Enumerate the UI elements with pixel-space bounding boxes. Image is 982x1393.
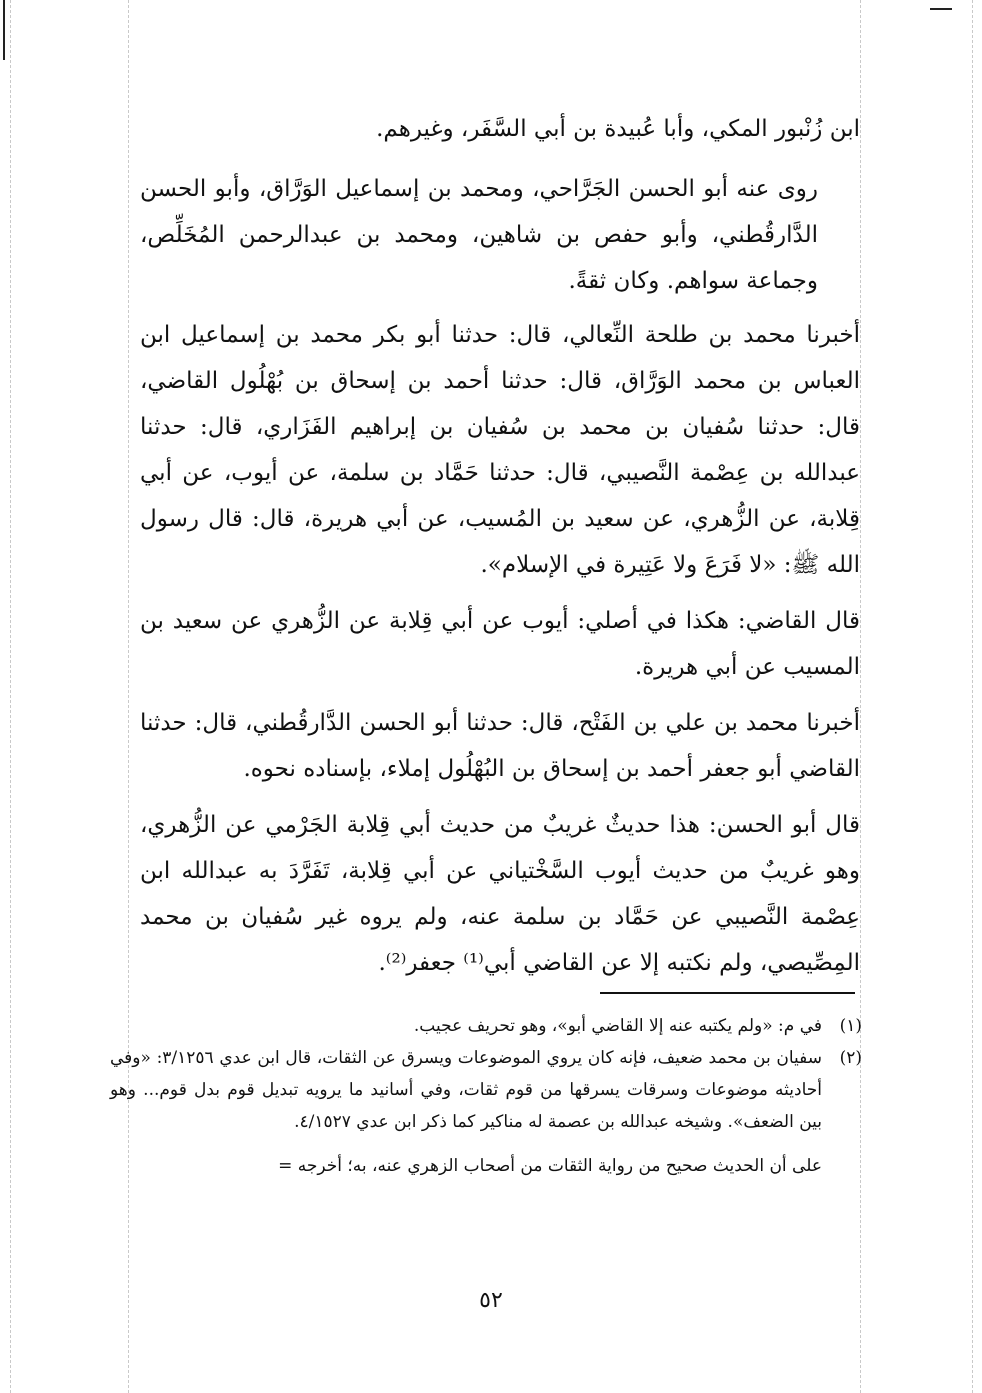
footnotes: [110, 1010, 862, 1182]
footnote: [110, 1010, 862, 1042]
margin-guide-line: [972, 0, 973, 1393]
margin-guide-line: [860, 0, 861, 1393]
margin-guide-line: [128, 0, 129, 1393]
paragraph: قال أبو الحسن: هذا حديثٌ غريبٌ من حديث أبي قِلابة الجَرْمي عن الزُّهري، وهو غريبٌ من حديث أيوب السَّخْتياني عن أبي قِلابة، تَفَرَّدَ به عبدالله ابن عِصْمة النَّصيبي عن حَمَّاد بن سلمة عنه، ولم يروه غير سُفيان بن محمد المِصِّيصي، ولم نكتبه إلا عن القاضي أبي⁽¹⁾ جعفر⁽²⁾.: [140, 812, 860, 976]
paragraph: أخبرنا محمد بن علي بن الفَتْح، قال: حدثنا أبو الحسن الدَّارقُطني، قال: حدثنا القاضي أبو جعفر أحمد بن إسحاق بن البُهْلُول إملاء، بإسناده نحوه.: [140, 710, 860, 782]
footnote-number: (٢): [839, 1048, 862, 1068]
footnote-number: (١): [839, 1016, 862, 1036]
footnote-continuation: على أن الحديث صحيح من رواية الثقات من أصحاب الزهري عنه، به؛ أخرجه =: [278, 1156, 822, 1176]
footnote-separator: [600, 992, 855, 994]
margin-guide-line: [10, 0, 11, 1393]
footnote-text: سفيان بن محمد ضعيف، فإنه كان يروي الموضوعات ويسرق عن الثقات، قال ابن عدي ٣/١٢٥٦: «وفي أحاديثه موضوعات وسرقات يسرقها من قوم ثقات، وفي أسانيد ما يرويه تبديل قوم بدل قوم... وهو بين الضعف». وشيخه عبدالله بن عصمة له مناكير كما ذكر ابن عدي ٤/١٥٢٧.: [110, 1048, 822, 1132]
scan-edge-mark: [930, 8, 952, 10]
paragraph: قال القاضي: هكذا في أصلي: أيوب عن أبي قِلابة عن الزُّهري عن سعيد بن المسيب عن أبي هريرة.: [140, 608, 860, 680]
scan-edge-mark: [3, 0, 5, 60]
page-number: ٥٢: [479, 1288, 503, 1313]
footnote-text: في م: «ولم يكتبه عنه إلا القاضي أبو»، وهو تحريف عجيب.: [413, 1016, 822, 1036]
footnote: [110, 1042, 862, 1138]
paragraph: روى عنه أبو الحسن الجَرَّاحي، ومحمد بن إسماعيل الوَرَّاق، وأبو الحسن الدَّارقُطني، وأبو حفص بن شاهين، ومحمد بن عبدالرحمن المُخَلِّص، وجماعة سواهم. وكان ثقةً.: [140, 176, 818, 294]
paragraph: ابن زُنْبور المكي، وأبا عُبيدة بن أبي السَّفَر، وغيرهم.: [376, 116, 860, 142]
paragraph: أخبرنا محمد بن طلحة النِّعالي، قال: حدثنا أبو بكر محمد بن إسماعيل ابن العباس بن محمد الوَرَّاق، قال: حدثنا أحمد بن إسحاق بن بُهْلُول القاضي، قال: حدثنا سُفيان بن محمد بن سُفيان بن إبراهيم الفَزَاري، قال: حدثنا عبدالله بن عِصْمة النَّصيبي، قال: حدثنا حَمَّاد بن سلمة، عن أيوب، عن أبي قِلابة، عن الزُّهري، عن سعيد بن المُسيب، عن أبي هريرة، قال: قال رسول الله ﷺ: «لا فَرَعَ ولا عَتِيرة في الإسلام».: [140, 322, 860, 578]
main-text: [140, 106, 860, 986]
